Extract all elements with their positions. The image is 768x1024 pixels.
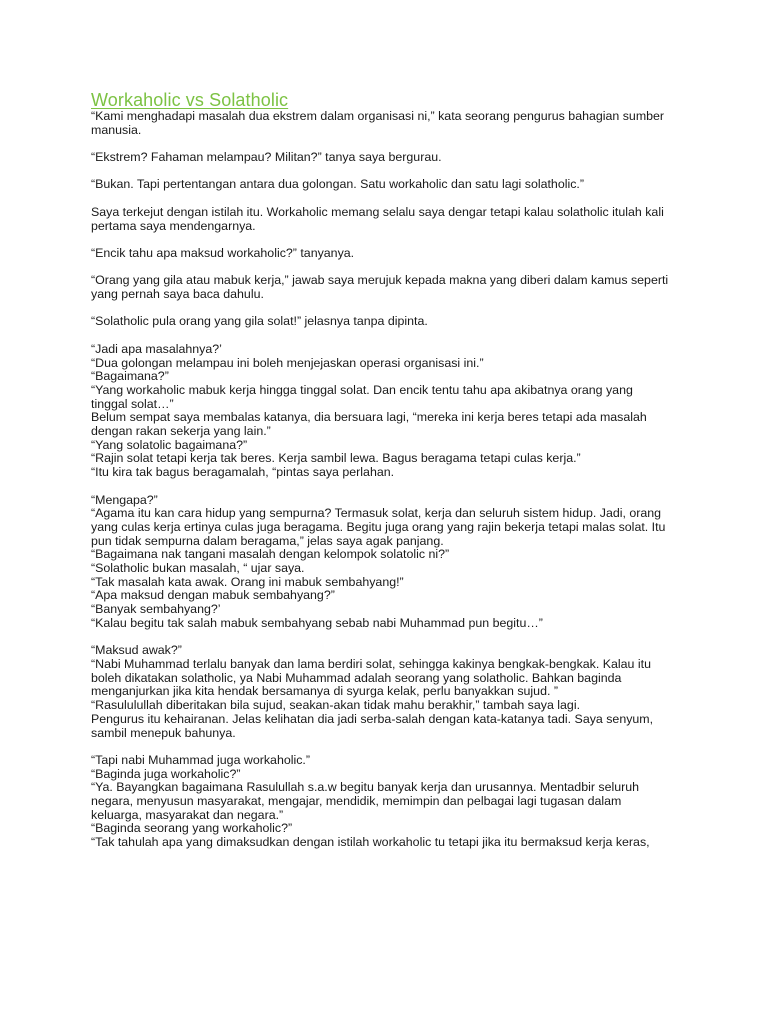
paragraph: [91, 151, 681, 165]
text-line: yang culas kerja ertinya culas juga beragama. Begitu juga orang yang rajin bekerja tetapi malas solat. Itu: [91, 519, 666, 534]
paragraph-gap: [91, 165, 681, 179]
text-line: “Ekstrem? Fahaman melampau? Militan?” tanya saya bergurau.: [91, 150, 442, 165]
text-line: pun tidak sempurna dalam beragama,” jelas saya agak panjang.: [91, 533, 444, 548]
paragraph-gap: [91, 192, 681, 206]
paragraph: [91, 754, 681, 850]
paragraph-gap: [91, 631, 681, 645]
text-line: “Kami menghadapi masalah dua ekstrem dalam organisasi ni,” kata seorang pengurus bahagian sumber: [91, 109, 665, 123]
text-line: “Yang workaholic mabuk kerja hingga tinggal solat. Dan encik tentu tahu apa akibatnya orang yang: [91, 382, 633, 397]
text-line: “Dua golongan melampau ini boleh menjejaskan operasi organisasi ini.”: [91, 355, 484, 370]
text-line: “Agama itu kan cara hidup yang sempurna? Termasuk solat, kerja dan seluruh sistem hidup. Jadi, orang: [91, 506, 662, 521]
text-line: “Encik tahu apa maksud workaholic?” tanyanya.: [91, 245, 355, 260]
text-line: tinggal solat…”: [91, 396, 174, 411]
paragraph: [91, 110, 681, 137]
text-line: “Tak tahulah apa yang dimaksudkan dengan istilah workaholic tu tetapi jika itu bermaksud kerja keras,: [91, 835, 650, 850]
text-line: “Itu kira tak bagus beragamalah, “pintas saya perlahan.: [91, 465, 395, 480]
paragraph-gap: [91, 480, 681, 494]
text-line: “Ya. Bayangkan bagaimana Rasulullah s.a.w begitu banyak kerja dan urusannya. Mentadbir seluruh: [91, 780, 640, 795]
paragraph: [91, 315, 681, 329]
text-line: “Nabi Muhammad terlalu banyak dan lama berdiri solat, sehingga kakinya bengkak-bengkak. Kalau itu: [91, 656, 651, 671]
paragraph: [91, 247, 681, 261]
document-page: [91, 90, 681, 850]
text-line: “Bagaimana?”: [91, 369, 169, 384]
text-line: “Baginda juga workaholic?”: [91, 766, 241, 781]
text-line: Saya terkejut dengan istilah itu. Workaholic memang selalu saya dengar tetapi kalau solatholic itulah kali: [91, 204, 664, 219]
text-line: “Yang solatolic bagaimana?”: [91, 437, 248, 452]
text-line: negara, menyusun masyarakat, mengajar, mendidik, memimpin dan pelbagai lagi tugasan dalam: [91, 794, 622, 808]
document-title: Workaholic vs Solatholic: [91, 90, 289, 110]
text-line: “Mengapa?”: [91, 492, 158, 507]
text-line: yang pernah saya baca dahulu.: [91, 287, 264, 302]
paragraph-gap: [91, 329, 681, 343]
text-line: “Rajin solat tetapi kerja tak beres. Kerja sambil lewa. Bagus beragama tetapi culas kerja.”: [91, 451, 581, 466]
text-line: Belum sempat saya membalas katanya, dia bersuara lagi, “mereka ini kerja beres tetapi ada masalah: [91, 410, 647, 425]
text-line: “Maksud awak?”: [91, 643, 182, 658]
text-line: “Solatholic bukan masalah, “ ujar saya.: [91, 561, 305, 576]
text-line: pertama saya mendengarnya.: [91, 218, 256, 233]
text-line: “Bukan. Tapi pertentangan antara dua golongan. Satu workaholic dan satu lagi solatholic.”: [91, 177, 584, 192]
paragraph-gap: [91, 261, 681, 275]
text-line: “Banyak sembahyang?’: [91, 602, 221, 617]
text-line: “Bagaimana nak tangani masalah dengan kelompok solatolic ni?”: [91, 547, 450, 562]
text-line: “Apa maksud dengan mabuk sembahyang?”: [91, 588, 335, 603]
text-line: keluarga, masyarakat dan negara.”: [91, 807, 284, 822]
paragraph-gap: [91, 740, 681, 754]
paragraph-gap: [91, 302, 681, 316]
paragraph: [91, 644, 681, 740]
text-line: menganjurkan jika kita hendak bersamanya di syurga kelak, perlu banyakkan sujud. ”: [91, 684, 558, 699]
text-line: manusia.: [91, 122, 142, 137]
text-line: dengan rakan sekerja yang lain.”: [91, 424, 271, 439]
text-line: “Baginda seorang yang workaholic?”: [91, 821, 293, 836]
text-line: sambil menepuk bahunya.: [91, 725, 236, 740]
paragraph-gap: [91, 137, 681, 151]
paragraph-gap: [91, 233, 681, 247]
text-line: “Tak masalah kata awak. Orang ini mabuk sembahyang!”: [91, 574, 404, 589]
text-line: “Rasululullah diberitakan bila sujud, seakan-akan tidak mahu berakhir,” tambah saya lagi.: [91, 698, 581, 713]
text-line: “Solatholic pula orang yang gila solat!” jelasnya tanpa dipinta.: [91, 314, 428, 329]
paragraph: [91, 206, 681, 233]
text-line: “Orang yang gila atau mabuk kerja,” jawab saya merujuk kepada makna yang diberi dalam kamus seperti: [91, 273, 669, 288]
text-line: “Jadi apa masalahnya?’: [91, 341, 222, 356]
text-line: “Kalau begitu tak salah mabuk sembahyang sebab nabi Muhammad pun begitu…”: [91, 615, 543, 630]
text-line: “Tapi nabi Muhammad juga workaholic.”: [91, 752, 311, 767]
text-line: Pengurus itu kehairanan. Jelas kelihatan dia jadi serba-salah dengan kata-katanya tadi. Saya senyum,: [91, 711, 654, 726]
paragraph: [91, 494, 681, 631]
paragraph: [91, 343, 681, 480]
paragraph: [91, 178, 681, 192]
document-body: [91, 110, 681, 850]
text-line: boleh dikatakan solatholic, ya Nabi Muhammad adalah seorang yang solatholic. Bahkan baginda: [91, 670, 622, 685]
paragraph: [91, 274, 681, 301]
